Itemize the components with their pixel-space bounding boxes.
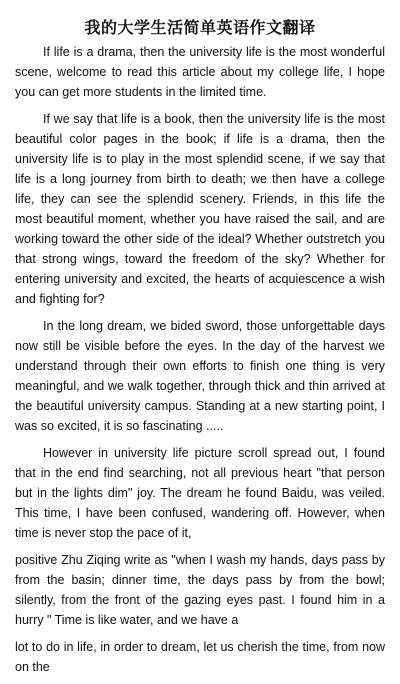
paragraph-6: lot to do in life, in order to dream, let us cherish the time, from now on the [15,640,385,674]
article-body [15,42,385,684]
paragraph-2: If we say that life is a book, then the university life is the most beautiful color pages in the book; if life is a drama, then the university life is to play in the most splendid scene, if we say that life is a long journey from birth to death; we then have a college life, they can see the splendid scenery. Friends, in this life the most beautiful moment, whether you have raised the sail, and are working toward the other side of the ideal? Whether outstretch you that strong wings, toward the freedom of the sky? Whether for entering university and excited, the hearts of acquiescence a wish and fighting for? [15,112,385,306]
paragraph-5: positive Zhu Ziqing write as "when I wash my hands, days pass by from the basin; dinner time, the days pass by from the bowl; silently, from the front of the gazing eyes past. I found him in a hurry " Time is like water, and we have a [15,553,385,627]
page-title: 我的大学生活简单英语作文翻译 [84,17,316,37]
paragraph-3: In the long dream, we bided sword, those unforgettable days now still be visible before the eyes. In the day of the harvest we understand through their own efforts to finish one thing is very meaningful, and we walk together, through thick and thin arrived at the beautiful university campus. Standing at a new starting point, I was so excited, it is so fascinating ..... [15,319,385,433]
paragraph-4: However in university life picture scroll spread out, I found that in the end find searching, not all previous heart "that person but in the lights dim" joy. The dream he found Baidu, was veiled. This time, I have been confused, wandering off. However, when time is never stop the pace of it, [15,446,385,540]
paragraph-1: If life is a drama, then the university life is the most wonderful scene, welcome to read this article about my college life, I hope you can get more students in the limited time. [15,45,385,99]
